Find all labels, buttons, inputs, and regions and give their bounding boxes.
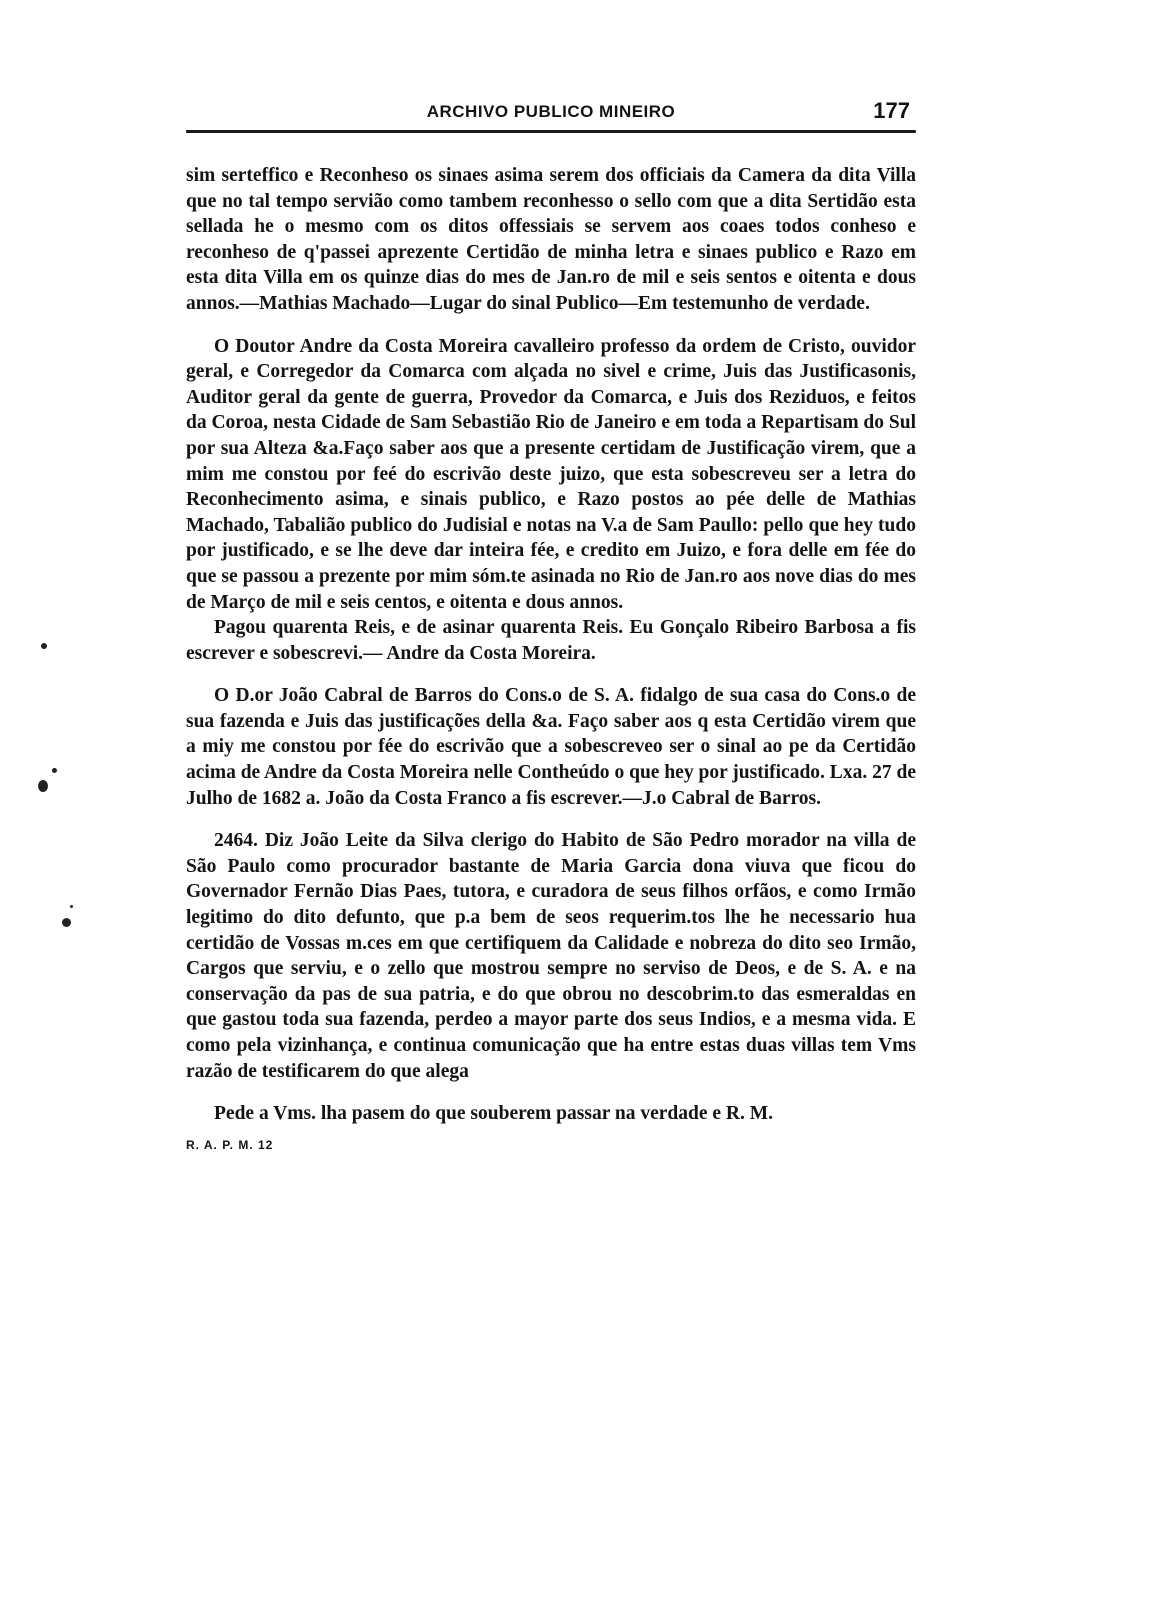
running-head: ARCHIVO PUBLICO MINEIRO [426,102,676,121]
header-rule [186,130,916,133]
paragraph-3: Pagou quarenta Reis, e de asinar quarenta Reis. Eu Gonçalo Ribeiro Barbosa a fis escrever e sobescrevi.— Andre da Costa Moreira. [186,617,916,664]
paragraph-1: sim serteffico e Reconheso os sinaes asima serem dos officiais da Camera da dita Villa que no tal tempo servião como tambem reconhesso o sello com que a dita Sertidão esta sellada he o mesmo com os ditos offessiais se servem aos coaes todos conheso e reconheso de q'passei aprezente Certidão de minha letra e sinaes publico e Razo em esta dita Villa em os quinze dias do mes de Jan.ro de mil e seis sentos e oitenta e dous annos.—Mathias Machado—Lugar do sinal Publico—Em testemunho de verdade. [186,165,916,314]
signature-mark: R. A. P. M. 12 [186,1137,274,1152]
paragraph-6: Pede a Vms. lha pasem do que souberem passar na verdade e R. M. [214,1103,774,1125]
scan-speck [52,768,57,773]
paragraph-2: O Doutor Andre da Costa Moreira cavalleiro professo da ordem de Cristo, ouvidor geral, e Corregedor da Comarca com alçada no sivel e crime, Juis das Justificasonis, Auditor geral da gente de guerra, Provedor da Comarca, e Juis dos Reziduos, e feitos da Coroa, nesta Cidade de Sam Sebastião Rio de Janeiro e em toda a Repartisam do Sul por sua Alteza &a.Faço saber aos que a presente certidam de Justificação virem, que a mim me constou por feé do escrivão deste juizo, que esta sobescreveu ser a letra do Reconhecimento asima, e sinais publico, e Razo postos ao pée delle de Mathias Machado, Tabalião publico do Judisial e notas na V.a de Sam Paullo: pello que hey tudo por justificado, e se lhe deve dar inteira fée, e credito em Juizo, e fora delle em fée do que se passou a prezente por mim sóm.te asinada no Rio de Jan.ro aos nove dias do mes de Março de mil e seis centos, e oitenta e dous annos. [186,335,917,613]
body-text [186,163,916,1158]
scan-speck [70,905,73,908]
scan-speck [62,918,71,927]
scan-speck [38,780,48,792]
scan-speck [41,643,47,649]
page-header [186,92,916,130]
paragraph-5: 2464. Diz João Leite da Silva clerigo do Habito de São Pedro morador na villa de São Paulo como procurador bastante de Maria Garcia dona viuva que ficou do Governador Fernão Dias Paes, tutora, e curadora de seus filhos orfãos, e como Irmão legitimo do dito defunto, que p.a bem de seos requerim.tos lhe he necessario hua certidão de Vossas m.ces em que certifiquem da Calidade e nobreza do dito seo Irmão, Cargos que serviu, e o zello que mostrou sempre no serviso de Deos, e de S. A. e na conservação da pas de sua patria, e do que obrou no descobrim.to das esmeraldas en que gastou toda sua fazenda, perdeo a mayor parte dos seus Indios, e a mesma vida. E como pela vizinhança, e continua comunicação que ha entre estas duas villas tem Vms razão de testificarem do que alega [186,830,916,1082]
paragraph-4: O D.or João Cabral de Barros do Cons.o de S. A. fidalgo de sua casa do Cons.o de sua fazenda e Juis das justificações della &a. Faço saber aos q esta Certidão virem que a miy me constou por fée do escrivão que a sobescreveo ser o sinal ao pe da Certidão acima de Andre da Costa Moreira nelle Contheúdo o que hey por justificado. Lxa. 27 de Julho de 1682 a. João da Costa Franco a fis escrever.—J.o Cabral de Barros. [186,685,916,809]
page-number: 177 [873,98,910,123]
document-page [186,92,916,1158]
